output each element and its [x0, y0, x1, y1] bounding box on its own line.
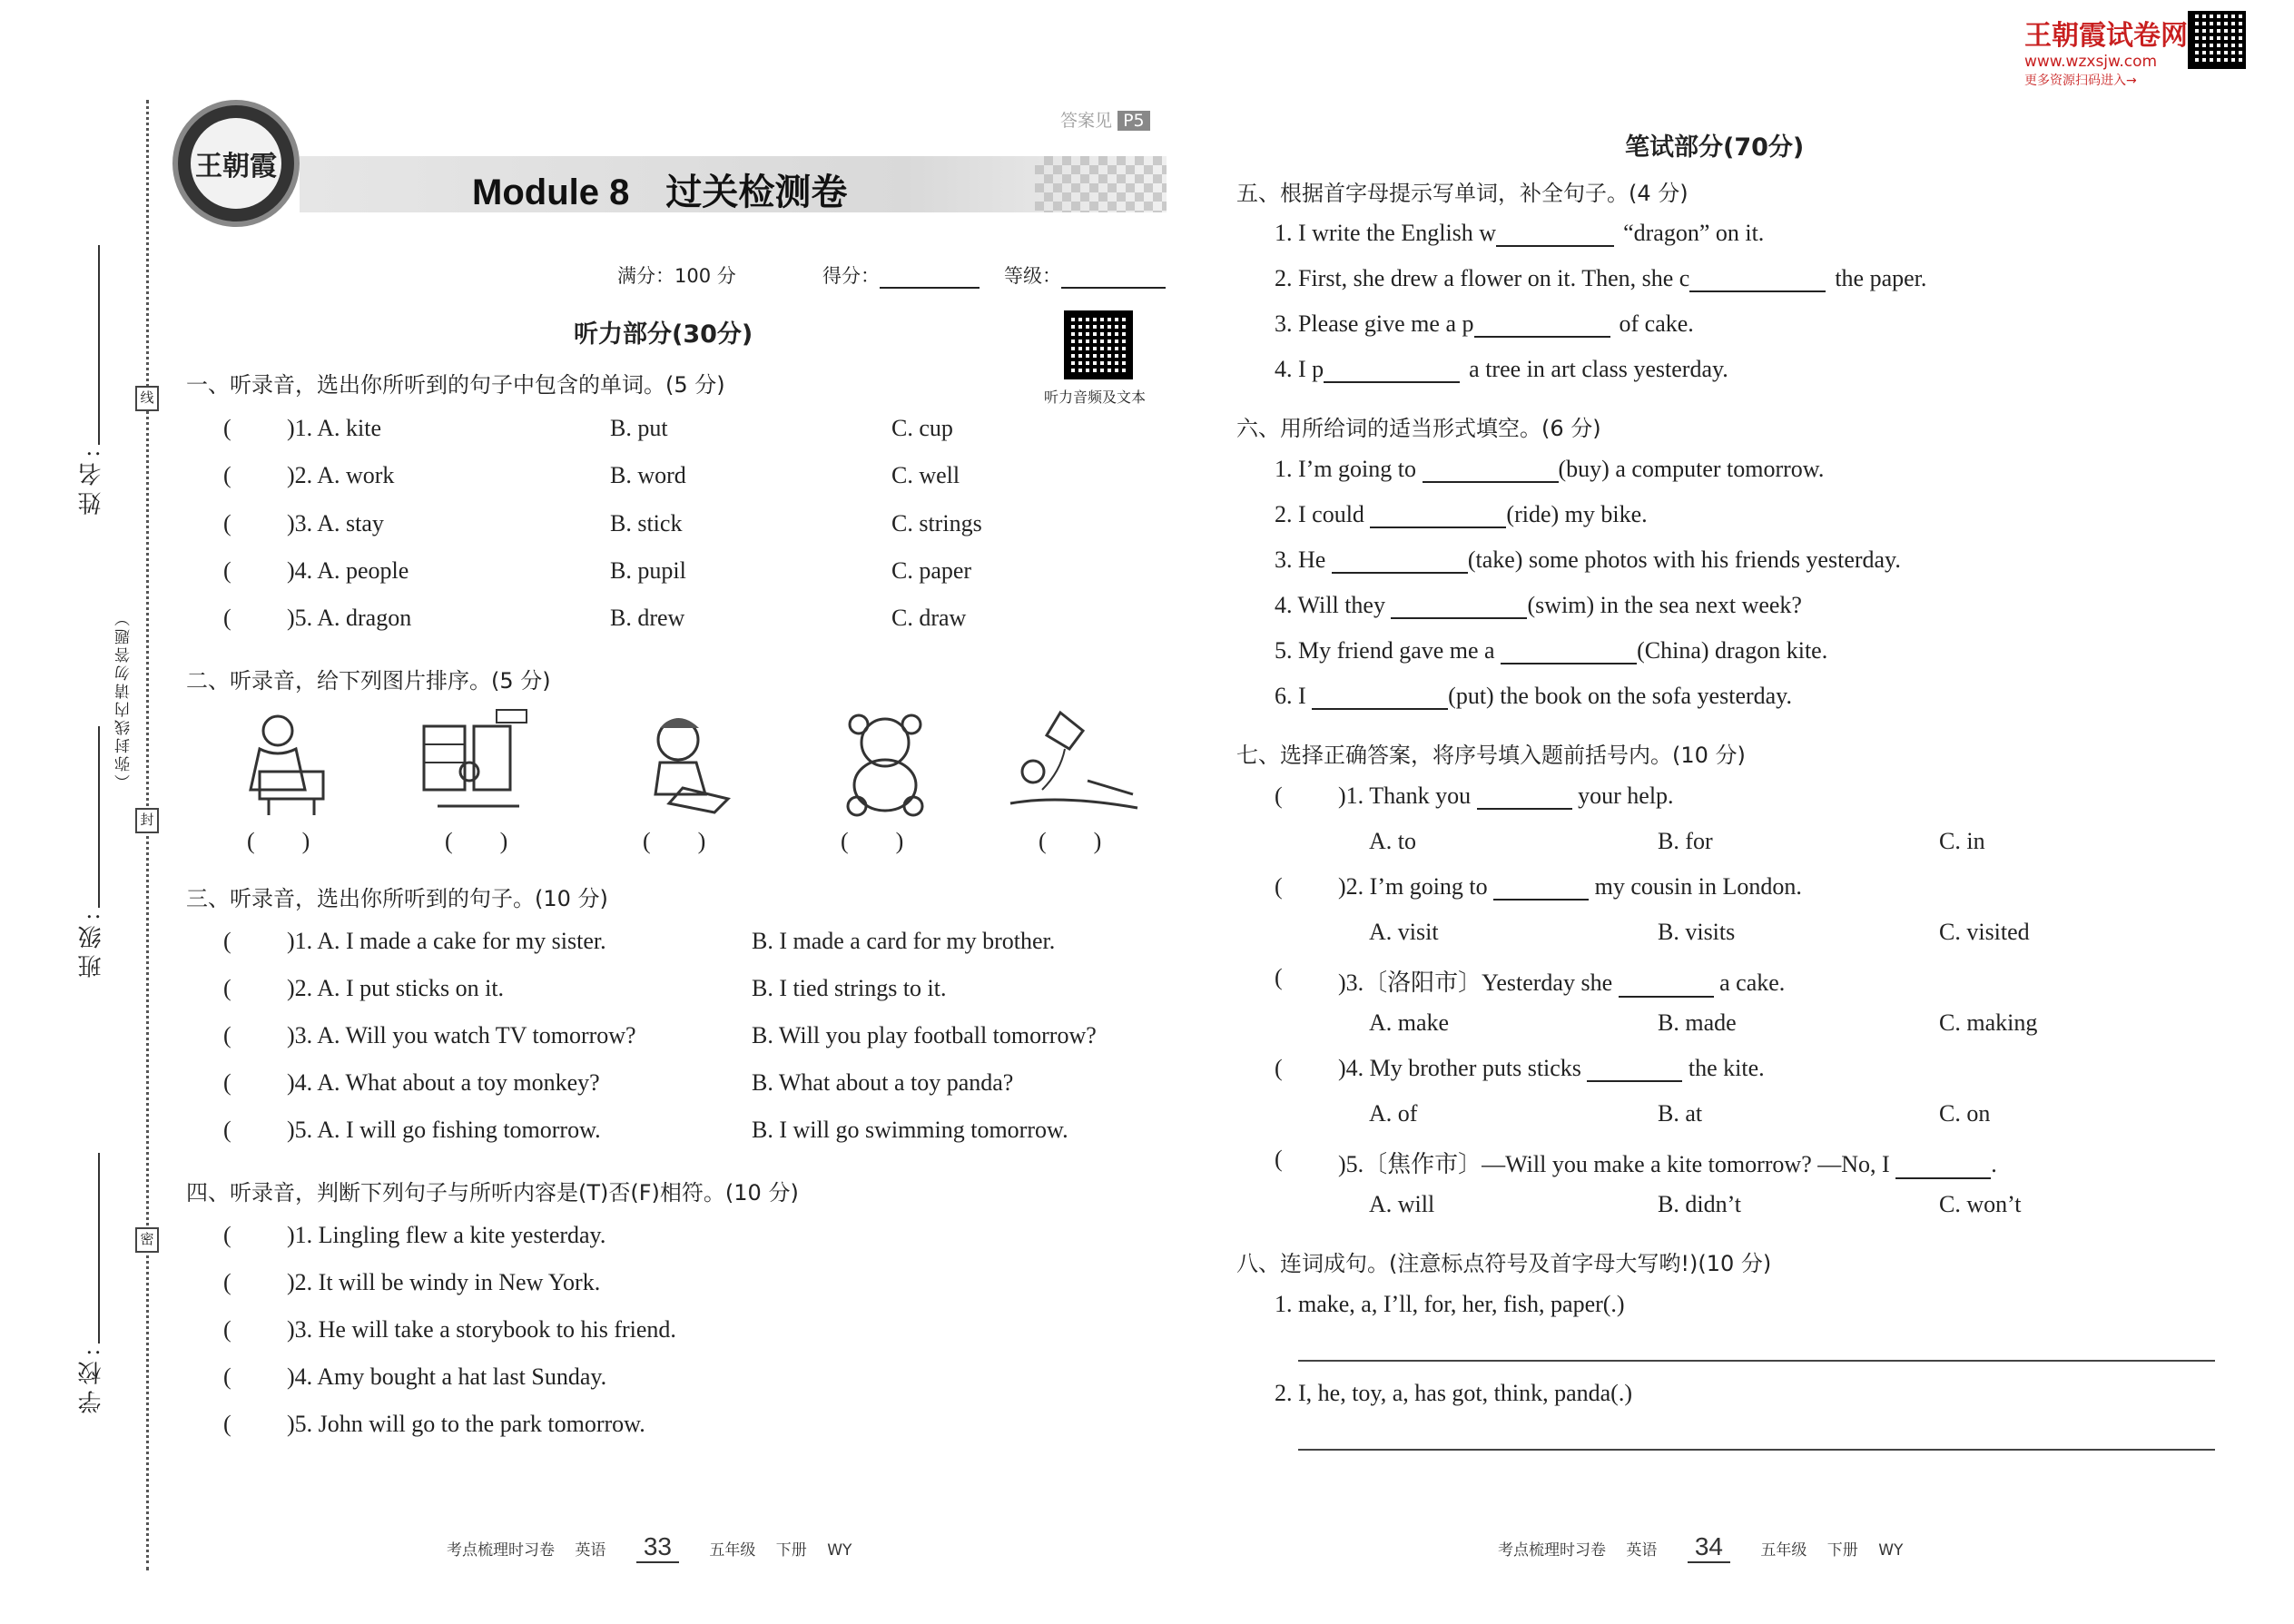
answer-paren[interactable]: (: [1275, 964, 1283, 990]
fill-pre: 2. I could: [1275, 501, 1364, 527]
section-6-title: 六、用所给词的适当形式填空。(6 分): [1236, 416, 1601, 441]
seal-dashed-line: [146, 100, 149, 1570]
mc-blank[interactable]: [1619, 996, 1714, 998]
answer-ref-label: 答案见: [1060, 111, 1113, 131]
mc-question: [1338, 964, 1785, 998]
option-c: C. strings: [891, 510, 982, 536]
fill-pre: 1. I’m going to: [1275, 456, 1416, 482]
footer-subject: 英语: [575, 1541, 606, 1560]
fill-blank[interactable]: [1496, 245, 1614, 247]
picture-4-answer[interactable]: ( ): [841, 828, 904, 854]
mc-pre: )1. Thank you: [1338, 782, 1472, 809]
mc-pre: )2. I’m going to: [1338, 873, 1488, 900]
class-label: 班级:: [78, 908, 104, 979]
picture-library: [419, 708, 528, 817]
fill-post: the paper.: [1835, 265, 1927, 291]
banner-checker-pattern: [1035, 156, 1167, 212]
footer-term: 下册: [1826, 1541, 1858, 1560]
name-line: [98, 245, 100, 445]
sentence-b: B. Will you play football tomorrow?: [752, 1022, 1097, 1048]
footer-left: [447, 1532, 852, 1563]
mc-option-c: C. making: [1939, 1009, 2038, 1036]
option-a: )3. A. stay: [287, 510, 384, 536]
answer-paren[interactable]: (: [1275, 782, 1283, 809]
option-c: C. draw: [891, 605, 967, 631]
brand-logo: [172, 100, 300, 227]
grade-field: [1004, 261, 1166, 289]
fill-blank[interactable]: [1423, 481, 1559, 483]
footer-grade: 五年级: [709, 1541, 756, 1560]
answer-paren[interactable]: (: [1275, 1055, 1283, 1081]
mc-option-c: C. visited: [1939, 919, 2030, 945]
fill-sentence: [1275, 310, 1694, 338]
option-b: B. stick: [610, 510, 683, 536]
option-b: B. put: [610, 415, 668, 441]
section-1-title: 一、听录音，选出你所听到的句子中包含的单词。(5 分): [186, 372, 725, 398]
section-2-title: 二、听录音，给下列图片排序。(5 分): [186, 668, 551, 694]
sentence-a: )2. A. I put sticks on it.: [287, 975, 505, 1001]
footer-book: 考点梳理时习卷: [1498, 1541, 1606, 1560]
option-a: )2. A. work: [287, 462, 395, 488]
answer-paren[interactable]: (: [223, 1316, 231, 1343]
brand-url: www.wzxsjw.com: [2024, 53, 2158, 71]
mc-pre: )5.〔焦作市〕—Will you make a kite tomorrow? —No, I: [1338, 1151, 1890, 1177]
fill-blank[interactable]: [1501, 663, 1637, 664]
seal-note: （弥封线内请勿答题）: [115, 608, 133, 790]
answer-ref-page: P5: [1117, 111, 1150, 131]
full-score: 满分：100 分: [617, 265, 736, 287]
answer-paren[interactable]: (: [1275, 873, 1283, 900]
page-number: 34: [1688, 1532, 1730, 1563]
class-line: [98, 726, 100, 908]
mc-post: a cake.: [1719, 969, 1786, 996]
answer-paren[interactable]: (: [223, 1069, 231, 1096]
grade-blank[interactable]: [1061, 287, 1166, 289]
answer-line[interactable]: [1298, 1449, 2215, 1451]
mc-option-b: B. visits: [1658, 919, 1736, 945]
mc-option-c: C. in: [1939, 828, 1985, 854]
fill-pre: 5. My friend gave me a: [1275, 637, 1495, 664]
statement: )3. He will take a storybook to his friend.: [287, 1316, 676, 1343]
statement: )5. John will go to the park tomorrow.: [287, 1411, 645, 1437]
fill-blank[interactable]: [1312, 708, 1448, 710]
mc-option-c: C. on: [1939, 1100, 1991, 1127]
seal-box-1: 线: [135, 386, 159, 411]
option-a: )5. A. dragon: [287, 605, 412, 631]
fill-pre: 3. Please give me a p: [1275, 310, 1474, 337]
section-7-title: 七、选择正确答案，将序号填入题前括号内。(10 分): [1236, 743, 1746, 768]
brand-header: [2024, 13, 2188, 89]
sentence-a: )4. A. What about a toy monkey?: [287, 1069, 600, 1096]
option-a: )4. A. people: [287, 557, 409, 584]
brand-qr-code[interactable]: [2188, 11, 2246, 69]
fill-sentence: [1275, 456, 1824, 483]
picture-teddy-bear: [832, 708, 940, 817]
mc-option-c: C. won’t: [1939, 1191, 2022, 1217]
picture-1-answer[interactable]: ( ): [247, 828, 310, 854]
sentence-b: B. I made a card for my brother.: [752, 928, 1056, 954]
footer-edition: WY: [1878, 1541, 1904, 1560]
sentence-a: )1. A. I made a cake for my sister.: [287, 928, 606, 954]
picture-5-answer[interactable]: ( ): [1039, 828, 1102, 854]
answer-paren[interactable]: (: [223, 1411, 231, 1437]
fill-pre: 4. Will they: [1275, 592, 1385, 618]
answer-paren[interactable]: (: [223, 1222, 231, 1248]
sentence-b: B. I tied strings to it.: [752, 975, 947, 1001]
fill-blank[interactable]: [1324, 381, 1460, 383]
footer-edition: WY: [827, 1541, 852, 1560]
mc-option-b: B. at: [1658, 1100, 1703, 1127]
page-title: Module 8 过关检测卷: [472, 172, 848, 212]
brand-name: 王朝霞试卷网: [2024, 20, 2188, 52]
option-c: C. cup: [891, 415, 953, 441]
fill-sentence: [1275, 637, 1827, 664]
fill-post: a tree in art class yesterday.: [1469, 356, 1728, 382]
statement: )2. It will be windy in New York.: [287, 1269, 601, 1295]
mc-option-a: A. will: [1369, 1191, 1435, 1217]
answer-paren[interactable]: (: [223, 928, 231, 954]
listening-part-title: 听力部分(30分): [574, 320, 753, 349]
answer-reference: [1060, 107, 1150, 132]
sentence-b: B. I will go swimming tomorrow.: [752, 1117, 1068, 1143]
seal-box-2: 封: [135, 808, 159, 833]
word-order-prompt: 2. I, he, toy, a, has got, think, panda(.): [1275, 1380, 1632, 1406]
brand-tagline: 更多资源扫码进入→: [2024, 74, 2137, 88]
score-field: [822, 261, 980, 289]
picture-girl-drawing: [232, 708, 341, 817]
answer-paren[interactable]: (: [223, 1363, 231, 1390]
fill-post: (take) some photos with his friends yesterday.: [1467, 546, 1901, 573]
mc-post: .: [1991, 1151, 1997, 1177]
fill-blank[interactable]: [1391, 617, 1527, 619]
answer-paren[interactable]: (: [223, 462, 231, 488]
fill-sentence: [1275, 546, 1901, 574]
answer-paren[interactable]: (: [223, 605, 231, 631]
footer-term: 下册: [775, 1541, 807, 1560]
statement: )4. Amy bought a hat last Sunday.: [287, 1363, 607, 1390]
picture-2-answer[interactable]: ( ): [445, 828, 508, 854]
mc-option-a: A. visit: [1369, 919, 1439, 945]
option-c: C. well: [891, 462, 960, 488]
mc-question: [1338, 782, 1674, 810]
fill-blank[interactable]: [1474, 336, 1610, 338]
footer-book: 考点梳理时习卷: [447, 1541, 555, 1560]
score-blank[interactable]: [880, 287, 980, 289]
score-label: 得分：: [822, 265, 880, 287]
footer-right: [1498, 1532, 1903, 1563]
mc-pre: )4. My brother puts sticks: [1338, 1055, 1581, 1081]
section-3-title: 三、听录音，选出你所听到的句子。(10 分): [186, 886, 608, 911]
answer-paren[interactable]: (: [223, 975, 231, 1001]
fill-post: of cake.: [1619, 310, 1694, 337]
answer-paren[interactable]: (: [223, 1022, 231, 1048]
sentence-b: B. What about a toy panda?: [752, 1069, 1014, 1096]
fill-pre: 6. I: [1275, 683, 1306, 709]
fill-post: (put) the book on the sofa yesterday.: [1448, 683, 1792, 709]
fill-sentence: [1275, 592, 1802, 619]
fill-pre: 1. I write the English w: [1275, 220, 1497, 246]
grade-label: 等级：: [1004, 265, 1061, 287]
answer-line[interactable]: [1298, 1360, 2215, 1362]
option-c: C. paper: [891, 557, 972, 584]
footer-subject: 英语: [1626, 1541, 1658, 1560]
mc-pre: )3.〔洛阳市〕Yesterday she: [1338, 969, 1613, 996]
mc-option-b: B. for: [1658, 828, 1713, 854]
fill-pre: 4. I p: [1275, 356, 1324, 382]
mc-option-b: B. didn’t: [1658, 1191, 1741, 1217]
page-number: 33: [636, 1532, 679, 1563]
fill-post: (ride) my bike.: [1506, 501, 1648, 527]
fill-blank[interactable]: [1689, 290, 1826, 292]
sentence-a: )3. A. Will you watch TV tomorrow?: [287, 1022, 636, 1048]
mc-blank[interactable]: [1587, 1080, 1682, 1082]
mc-question: [1338, 873, 1802, 901]
section-4-title: 四、听录音，判断下列句子与所听内容是(T)否(F)相符。(10 分): [186, 1180, 799, 1206]
writing-part-title: 笔试部分(70分): [1625, 133, 1805, 162]
footer-grade: 五年级: [1760, 1541, 1807, 1560]
audio-qr-caption: 听力音频及文本: [1044, 389, 1147, 406]
option-a: )1. A. kite: [287, 415, 381, 441]
answer-paren[interactable]: (: [223, 510, 231, 536]
fill-blank[interactable]: [1332, 572, 1468, 574]
mc-question: [1338, 1146, 1997, 1179]
mc-option-a: A. make: [1369, 1009, 1450, 1036]
logo-text: 王朝霞: [191, 118, 281, 209]
mc-blank[interactable]: [1493, 899, 1589, 901]
fill-post: (swim) in the sea next week?: [1527, 592, 1802, 618]
fill-sentence: [1275, 501, 1648, 528]
mc-post: my cousin in London.: [1594, 873, 1802, 900]
option-b: B. pupil: [610, 557, 686, 584]
school-label: 学校:: [78, 1343, 104, 1414]
fill-sentence: [1275, 220, 1764, 247]
option-b: B. word: [610, 462, 686, 488]
fill-blank[interactable]: [1370, 527, 1506, 528]
answer-paren[interactable]: (: [1275, 1146, 1283, 1172]
fill-sentence: [1275, 265, 1926, 292]
fill-pre: 3. He: [1275, 546, 1326, 573]
name-label: 姓名:: [78, 445, 104, 516]
section-5-title: 五、根据首字母提示写单词，补全句子。(4 分): [1236, 181, 1689, 206]
fill-post: (China) dragon kite.: [1637, 637, 1828, 664]
seal-box-3: 密: [135, 1227, 159, 1253]
picture-3-answer[interactable]: ( ): [643, 828, 706, 854]
school-line: [98, 1153, 100, 1343]
audio-qr-code[interactable]: [1064, 310, 1133, 379]
fill-sentence: [1275, 683, 1792, 710]
mc-blank[interactable]: [1477, 808, 1572, 810]
fill-post: (buy) a computer tomorrow.: [1558, 456, 1825, 482]
option-b: B. drew: [610, 605, 685, 631]
mc-post: the kite.: [1688, 1055, 1765, 1081]
answer-paren[interactable]: (: [223, 557, 231, 584]
fill-pre: 2. First, she drew a flower on it. Then, she c: [1275, 265, 1690, 291]
fill-sentence: [1275, 356, 1728, 383]
sentence-a: )5. A. I will go fishing tomorrow.: [287, 1117, 601, 1143]
mc-post: your help.: [1578, 782, 1674, 809]
picture-kite-flying: [1006, 708, 1142, 817]
mc-option-a: A. to: [1369, 828, 1416, 854]
picture-boy-writing: [628, 708, 737, 817]
mc-blank[interactable]: [1895, 1177, 1991, 1179]
mc-question: [1338, 1055, 1765, 1082]
fill-post: “dragon” on it.: [1623, 220, 1765, 246]
answer-paren[interactable]: (: [223, 1269, 231, 1295]
section-8-title: 八、连词成句。(注意标点符号及首字母大写哟!)(10 分): [1236, 1251, 1772, 1276]
answer-paren[interactable]: (: [223, 1117, 231, 1143]
mc-option-b: B. made: [1658, 1009, 1737, 1036]
mc-option-a: A. of: [1369, 1100, 1418, 1127]
answer-paren[interactable]: (: [223, 415, 231, 441]
statement: )1. Lingling flew a kite yesterday.: [287, 1222, 606, 1248]
word-order-prompt: 1. make, a, I’ll, for, her, fish, paper(.): [1275, 1291, 1625, 1317]
